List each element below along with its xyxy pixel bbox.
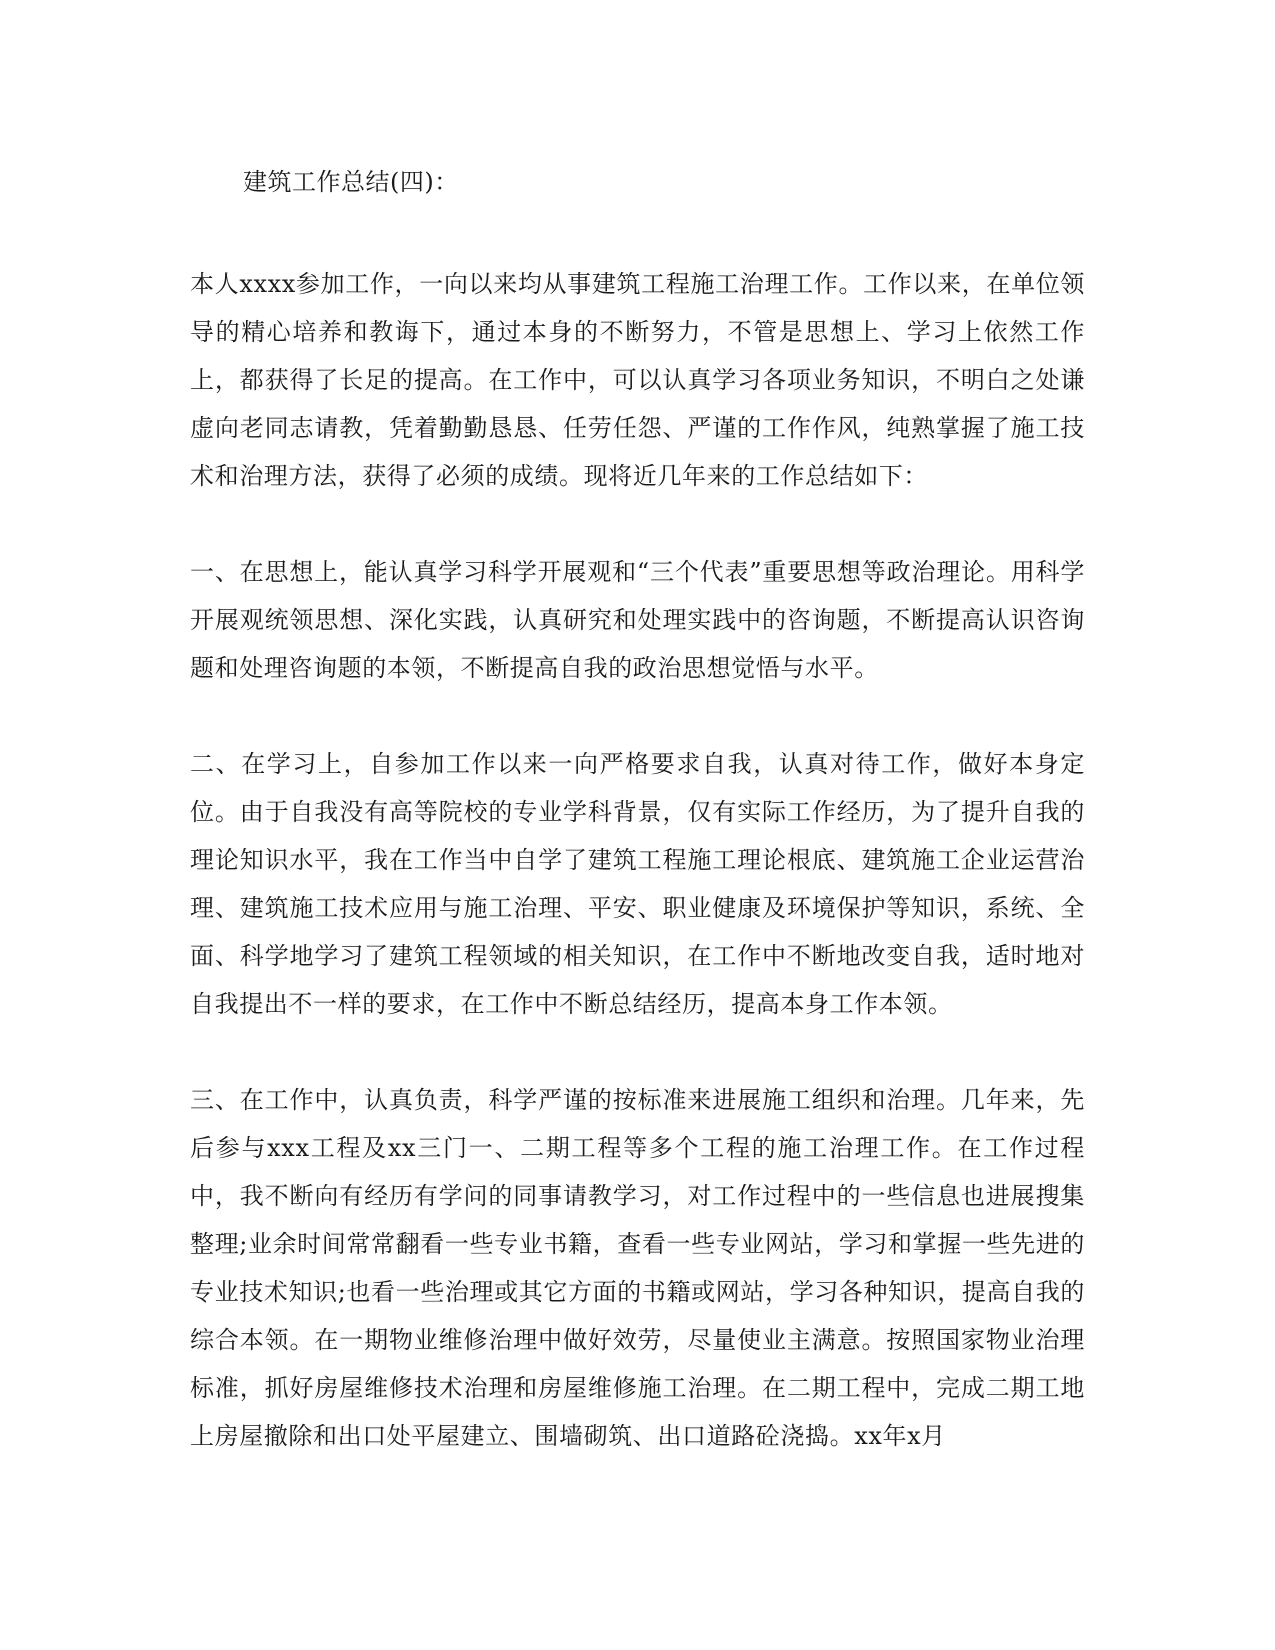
document-title: 建筑工作总结(四)： — [243, 168, 459, 196]
paragraph-work: 三、在工作中，认真负责，科学严谨的按标准来进展施工组织和治理。几年来，先后参与xxx工程及xx三门一、二期工程等多个工程的施工治理工作。在工作过程中，我不断向有经历有学问的同事请教学习，对工作过程中的一些信息也进展搜集整理;业余时间常常翻看一些专业书籍，查看一些专业网站，学习和掌握一些先进的专业技术知识;也看一些治理或其它方面的书籍或网站，学习各种知识，提高自我的综合本领。在一期物业维修治理中做好效劳，尽量使业主满意。按照国家物业治理标准，抓好房屋维修技术治理和房屋维修施工治理。在二期工程中，完成二期工地上房屋撤除和出口处平屋建立、围墙砌筑、出口道路砼浇捣。xx年x月 — [190, 1086, 1085, 1450]
paragraph-intro: 本人xxxx参加工作，一向以来均从事建筑工程施工治理工作。工作以来，在单位领导的精心培养和教诲下，通过本身的不断努力，不管是思想上、学习上依然工作上，都获得了长足的提高。在工作中，可以认真学习各项业务知识，不明白之处谦虚向老同志请教，凭着勤勤恳恳、任劳任怨、严谨的工作作风，纯熟掌握了施工技术和治理方法，获得了必须的成绩。现将近几年来的工作总结如下： — [190, 270, 1085, 490]
paragraph-ideology: 一、在思想上，能认真学习科学开展观和“三个代表”重要思想等政治理论。用科学开展观统领思想、深化实践，认真研究和处理实践中的咨询题，不断提高认识咨询题和处理咨询题的本领，不断提高自我的政治思想觉悟与水平。 — [190, 558, 1085, 682]
paragraph-study: 二、在学习上，自参加工作以来一向严格要求自我，认真对待工作，做好本身定位。由于自我没有高等院校的专业学科背景，仅有实际工作经历，为了提升自我的理论知识水平，我在工作当中自学了建筑工程施工理论根底、建筑施工企业运营治理、建筑施工技术应用与施工治理、平安、职业健康及环境保护等知识，系统、全面、科学地学习了建筑工程领域的相关知识，在工作中不断地改变自我，适时地对自我提出不一样的要求，在工作中不断总结经历，提高本身工作本领。 — [190, 750, 1085, 1018]
document-body — [190, 260, 1085, 1460]
